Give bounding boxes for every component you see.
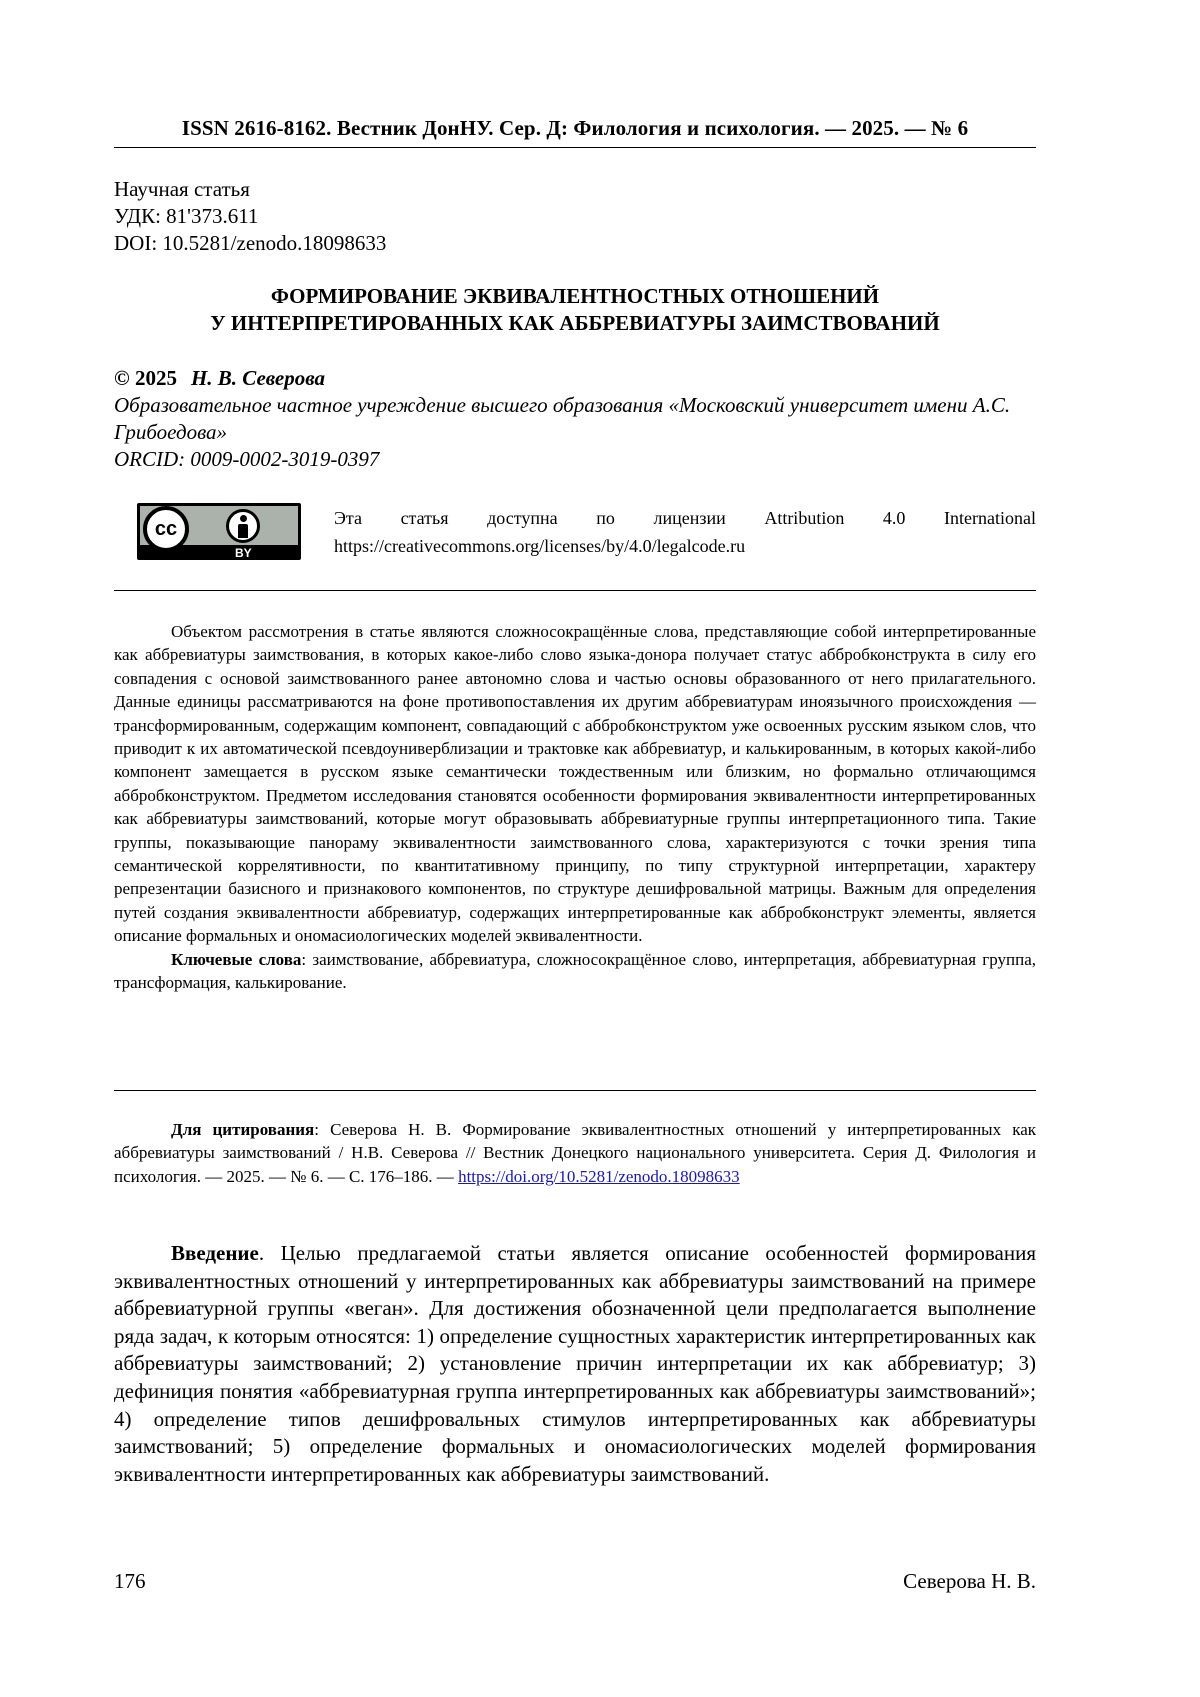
keywords-list: : заимствование, аббревиатура, сложносокращённое слово, интерпретация, аббревиатурная группа, трансформация, калькирование. <box>114 949 1037 993</box>
license-notice <box>334 504 1036 560</box>
citation-doi-link[interactable]: https://doi.org/10.5281/zenodo.18098633 <box>458 1166 740 1186</box>
cc-by-badge[interactable] <box>137 503 301 560</box>
title-line-2: У ИНТЕРПРЕТИРОВАННЫХ КАК АББРЕВИАТУРЫ ЗАИМСТВОВАНИЙ <box>210 311 940 335</box>
citation-text: : Северова Н. В. Формирование эквивалентностных отношений у интерпретированных как аббревиатуры заимствований / Н.В. Северова // Вестник Донецкого национального университета. Серия Д. Филология и психология. — 2025. — № 6. — С. 176–186. — <box>114 1120 1036 1186</box>
intro-text: . Целью предлагаемой статьи является описание особенностей формирования эквивалентностных отношений у интерпретированных как аббревиатуры заимствований на примере аббревиатурной группы «веган». Для достижения обозначенной цели предполагается выполнение ряда задач, к которым относятся: 1) определение сущностных характеристик интерпретированных как аббревиатуры заимствований; 2) установление причин интерпретации их как аббревиатур; 3) дефиниция понятия «аббревиатурная группа интерпретированных как аббревиатуры заимствований»; 4) определение типов дешифровальных стимулов интерпретированных как аббревиатуры заимствований; 5) определение формальных и ономасиологических моделей формирования эквивалентности интерпретированных как аббревиатуры заимствований. <box>114 1241 1036 1486</box>
attribution-person-icon <box>226 509 260 543</box>
abstract-body: Объектом рассмотрения в статье являются сложносокращённые слова, представляющие собой интерпретированные как аббревиатуры заимствования, в которых какое-либо слово языка-донора получает статус аббробконструкта в силу его совпадения с основой заимствованного ранее автономно слова и частью основы образованного от него прилагательного. Данные единицы рассматриваются на фоне противопоставления их другим аббревиатурам иноязычного происхождения — трансформированным, содержащим компонент, совпадающий с аббробконструктом уже освоенных русским языком слов, что приводит к их автоматической псевдоуниверблизации и трактовке как аббревиатур, и калькированным, в которых какой-либо компонент замещается в русском языке семантически тождественным или близким, но формально отличающимся аббробконструктом. Предметом исследования становятся особенности формирования эквивалентности интерпретированных как аббревиатуры заимствований, которые могут образовывать аббревиатурные группы интерпретационного типа. Такие группы, показывающие панораму эквивалентности заимствованного слова, характеризуются с точки зрения типа семантической коррелятивности, по квантитативному принципу, по типу структурной интерпретации, характеру репрезентации базисного и признакового компонентов, по структуре дешифровальной матрицы. Важным для определения путей создания эквивалентности аббревиатур, содержащих интерпретированные как аббробконструкт элементы, является описание формальных и ономасиологических моделей эквивалентности. <box>114 622 1036 946</box>
keywords-label: Ключевые слова <box>171 949 302 969</box>
article-type: Научная статья <box>114 177 250 201</box>
author-block <box>114 365 1036 473</box>
divider-bottom <box>114 1090 1036 1091</box>
citation <box>114 1118 1036 1188</box>
keywords <box>114 948 1036 995</box>
author-line <box>114 365 1036 392</box>
cc-icon: cc <box>143 506 189 552</box>
by-label: BY <box>235 546 252 560</box>
license-text: Эта статья доступна по лицензии Attribution 4.0 International <box>334 508 1036 528</box>
introduction <box>114 1240 1036 1488</box>
footer-author: Северова Н. В. <box>903 1569 1036 1593</box>
copyright: © 2025 <box>114 366 177 390</box>
title-line-1: ФОРМИРОВАНИЕ ЭКВИВАЛЕНТНОСТНЫХ ОТНОШЕНИЙ <box>270 284 880 308</box>
article-meta <box>114 176 386 257</box>
divider-top <box>114 590 1036 591</box>
intro-label: Введение <box>171 1241 259 1265</box>
author-name: Н. В. Северова <box>190 366 325 390</box>
journal-header: ISSN 2616-8162. Вестник ДонНУ. Сер. Д: Филология и психология. — 2025. — № 6 <box>114 116 1036 148</box>
affiliation: Образовательное частное учреждение высшего образования «Московский университет имени А.С. Грибоедова» <box>114 393 1011 444</box>
orcid: ORCID: 0009-0002-3019-0397 <box>114 447 380 471</box>
license-url[interactable]: https://creativecommons.org/licenses/by/4.0/legalcode.ru <box>334 536 746 556</box>
doi: DOI: 10.5281/zenodo.18098633 <box>114 231 387 255</box>
citation-label: Для цитирования <box>171 1120 315 1139</box>
article-title <box>114 283 1036 337</box>
udc-code: УДК: 81'373.611 <box>114 204 259 228</box>
page-number: 176 <box>114 1569 146 1593</box>
abstract <box>114 620 1036 995</box>
